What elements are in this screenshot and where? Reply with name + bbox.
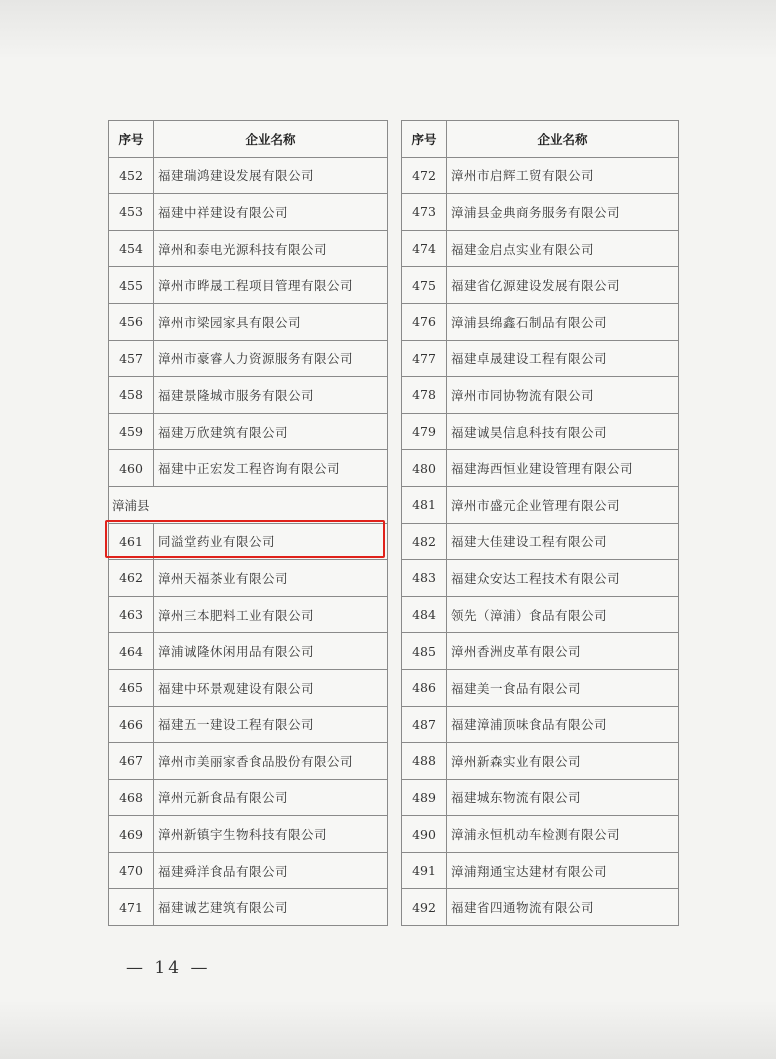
highlight-box	[105, 520, 385, 558]
company-name: 漳州新镇宇生物科技有限公司	[154, 816, 388, 853]
table-header-row	[109, 121, 388, 158]
row-number: 474	[402, 230, 447, 267]
row-number: 485	[402, 633, 447, 670]
row-number: 471	[109, 889, 154, 926]
company-name: 福建金启点实业有限公司	[447, 230, 679, 267]
table-row	[402, 743, 679, 780]
table-row	[402, 706, 679, 743]
table-row	[402, 303, 679, 340]
row-number: 457	[109, 340, 154, 377]
company-name: 福建省四通物流有限公司	[447, 889, 679, 926]
company-name: 漳州天福茶业有限公司	[154, 560, 388, 597]
company-name: 同溢堂药业有限公司	[154, 523, 388, 560]
column-header-company: 企业名称	[447, 121, 679, 158]
company-name: 漳州市晔晟工程项目管理有限公司	[154, 267, 388, 304]
table-row	[109, 743, 388, 780]
table-row	[109, 267, 388, 304]
row-number: 480	[402, 450, 447, 487]
row-number: 456	[109, 303, 154, 340]
company-name: 福建中环景观建设有限公司	[154, 669, 388, 706]
company-name: 漳州市盛元企业管理有限公司	[447, 486, 679, 523]
table-row	[402, 779, 679, 816]
company-name: 福建舜洋食品有限公司	[154, 852, 388, 889]
company-name: 漳州市同协物流有限公司	[447, 377, 679, 414]
table-row	[109, 669, 388, 706]
row-number: 463	[109, 596, 154, 633]
company-name: 福建众安达工程技术有限公司	[447, 560, 679, 597]
column-header-company: 企业名称	[154, 121, 388, 158]
table-row	[402, 267, 679, 304]
table-row	[402, 413, 679, 450]
row-number: 491	[402, 852, 447, 889]
table-row	[109, 340, 388, 377]
section-label-zhangpu: 漳浦县	[109, 486, 388, 523]
table-body-right	[402, 157, 679, 925]
company-name: 福建卓晟建设工程有限公司	[447, 340, 679, 377]
table-row	[109, 413, 388, 450]
table-row	[109, 596, 388, 633]
row-number: 452	[109, 157, 154, 194]
table-row	[402, 852, 679, 889]
row-number: 472	[402, 157, 447, 194]
table-row	[402, 157, 679, 194]
table-row	[109, 377, 388, 414]
company-name: 福建诚昊信息科技有限公司	[447, 413, 679, 450]
table-row	[109, 230, 388, 267]
company-name: 福建美一食品有限公司	[447, 669, 679, 706]
table-row	[109, 303, 388, 340]
table-row	[402, 486, 679, 523]
row-number: 453	[109, 194, 154, 231]
table-row	[402, 633, 679, 670]
page-number: — 14 —	[126, 958, 211, 978]
row-number: 462	[109, 560, 154, 597]
row-number: 481	[402, 486, 447, 523]
table-row	[109, 633, 388, 670]
company-name: 福建万欣建筑有限公司	[154, 413, 388, 450]
table-row	[109, 194, 388, 231]
table-body-left-top	[109, 157, 388, 486]
company-name: 漳州市美丽家香食品股份有限公司	[154, 743, 388, 780]
table-row	[402, 669, 679, 706]
table-header-row	[402, 121, 679, 158]
company-name: 漳浦县绵鑫石制品有限公司	[447, 303, 679, 340]
row-number: 490	[402, 816, 447, 853]
company-name: 漳州和泰电光源科技有限公司	[154, 230, 388, 267]
table-row	[109, 157, 388, 194]
row-number: 475	[402, 267, 447, 304]
table-row	[109, 852, 388, 889]
row-number: 458	[109, 377, 154, 414]
company-name: 漳浦翔通宝达建材有限公司	[447, 852, 679, 889]
company-name: 漳浦永恒机动车检测有限公司	[447, 816, 679, 853]
company-name: 福建中祥建设有限公司	[154, 194, 388, 231]
row-number: 470	[109, 852, 154, 889]
row-number: 478	[402, 377, 447, 414]
company-name: 领先（漳浦）食品有限公司	[447, 596, 679, 633]
row-number: 486	[402, 669, 447, 706]
table-row	[109, 889, 388, 926]
company-name: 漳州市豪睿人力资源服务有限公司	[154, 340, 388, 377]
company-name: 福建五一建设工程有限公司	[154, 706, 388, 743]
row-number: 455	[109, 267, 154, 304]
row-number: 477	[402, 340, 447, 377]
company-table-right	[401, 120, 679, 926]
table-row	[109, 450, 388, 487]
table-body-left-bottom	[109, 523, 388, 926]
table-row	[402, 596, 679, 633]
company-name: 漳浦诚隆休闲用品有限公司	[154, 633, 388, 670]
company-name: 福建省亿源建设发展有限公司	[447, 267, 679, 304]
company-name: 福建中正宏发工程咨询有限公司	[154, 450, 388, 487]
company-name: 漳浦县金典商务服务有限公司	[447, 194, 679, 231]
row-number: 479	[402, 413, 447, 450]
table-row	[109, 779, 388, 816]
row-number: 488	[402, 743, 447, 780]
row-number: 483	[402, 560, 447, 597]
table-row	[402, 560, 679, 597]
company-name: 福建瑞鸿建设发展有限公司	[154, 157, 388, 194]
table-row	[402, 377, 679, 414]
section-row	[109, 486, 388, 523]
row-number: 469	[109, 816, 154, 853]
row-number: 482	[402, 523, 447, 560]
company-name: 漳州市梁园家具有限公司	[154, 303, 388, 340]
company-name: 漳州元新食品有限公司	[154, 779, 388, 816]
row-number: 465	[109, 669, 154, 706]
table-row	[109, 706, 388, 743]
column-header-number: 序号	[109, 121, 154, 158]
row-number: 492	[402, 889, 447, 926]
table-row	[402, 194, 679, 231]
row-number: 487	[402, 706, 447, 743]
company-name: 漳州市启辉工贸有限公司	[447, 157, 679, 194]
row-number: 459	[109, 413, 154, 450]
company-name: 福建诚艺建筑有限公司	[154, 889, 388, 926]
table-row	[402, 889, 679, 926]
row-number: 473	[402, 194, 447, 231]
company-name: 福建城东物流有限公司	[447, 779, 679, 816]
row-number: 466	[109, 706, 154, 743]
row-number: 476	[402, 303, 447, 340]
table-row	[109, 560, 388, 597]
row-number: 489	[402, 779, 447, 816]
row-number: 468	[109, 779, 154, 816]
row-number: 454	[109, 230, 154, 267]
table-row	[402, 523, 679, 560]
table-row	[402, 340, 679, 377]
company-name: 漳州三本肥料工业有限公司	[154, 596, 388, 633]
table-row	[402, 816, 679, 853]
table-row	[402, 450, 679, 487]
company-name: 福建海西恒业建设管理有限公司	[447, 450, 679, 487]
company-name: 福建漳浦顶味食品有限公司	[447, 706, 679, 743]
company-name: 漳州香洲皮革有限公司	[447, 633, 679, 670]
column-header-number: 序号	[402, 121, 447, 158]
row-number: 461	[109, 523, 154, 560]
row-number: 467	[109, 743, 154, 780]
row-number: 464	[109, 633, 154, 670]
row-number: 484	[402, 596, 447, 633]
company-name: 漳州新森实业有限公司	[447, 743, 679, 780]
row-number: 460	[109, 450, 154, 487]
table-row	[402, 230, 679, 267]
company-name: 福建大佳建设工程有限公司	[447, 523, 679, 560]
table-row	[109, 816, 388, 853]
company-name: 福建景隆城市服务有限公司	[154, 377, 388, 414]
